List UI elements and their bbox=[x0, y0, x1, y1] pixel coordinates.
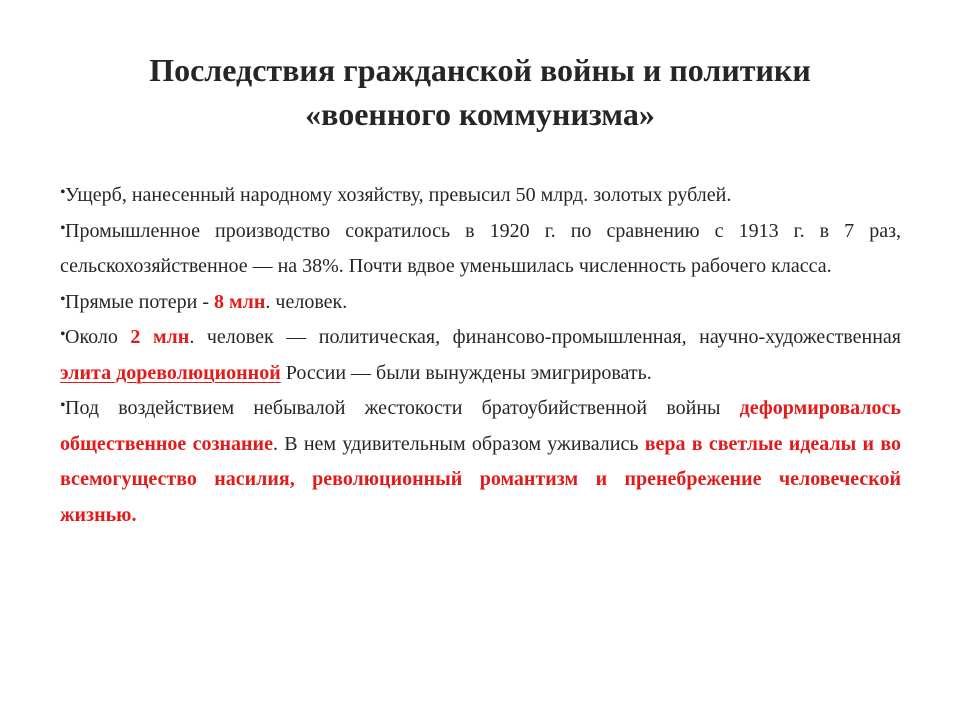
bullet-item-emigration: •Около 2 млн. человек — политическая, финансово-промышленная, научно-художественная элита дореволюционной России — были вынуждены эмигрировать. bbox=[60, 326, 901, 384]
highlight-2-mln: 2 млн bbox=[130, 326, 190, 348]
bullet-item-production: •Промышленное производство сократилось в 1920 г. по сравнению с 1913 г. в 7 раз, сельскохозяйственное — на 38%. Почти вдвое уменьшилась численность рабочего класса. bbox=[60, 219, 901, 277]
highlight-faith-violence: вера в светлые идеалы и во всемогущество насилия, революционный романтизм и пренебрежение человеческой жизнью. bbox=[60, 432, 902, 526]
highlight-elite: элита дореволюционной bbox=[60, 361, 281, 384]
slide-title bbox=[70, 48, 890, 136]
bullet-text: России — были вынуждены эмигрировать. bbox=[280, 361, 652, 384]
title-line-1: Последствия гражданской войны и политики bbox=[149, 52, 811, 88]
highlight-consciousness: деформировалось общественное сознание bbox=[60, 397, 901, 455]
bullet-text: . В нем удивительным образом уживались bbox=[272, 432, 645, 455]
bullet-item-consciousness: •Под воздействием небывалой жестокости братоубийственной войны деформировалось общественное сознание. В нем удивительным образом уживались вера в светлые идеалы и во всемогущество насилия, революционный романтизм и пренебрежение человеческой жизнью. bbox=[60, 397, 902, 526]
bullet-text: Под воздействием небывалой жестокости братоубийственной войны bbox=[65, 397, 740, 419]
bullet-list bbox=[60, 178, 901, 533]
bullet-item-losses: •Прямые потери - 8 млн. человек. bbox=[60, 290, 348, 313]
bullet-text: Ущерб, нанесенный народному хозяйству, превысил 50 млрд. золотых рублей. bbox=[65, 184, 732, 206]
bullet-text: Прямые потери - bbox=[65, 290, 215, 313]
bullet-text: . человек. bbox=[265, 290, 348, 313]
bullet-text: Промышленное производство сократилось в 1920 г. по сравнению с 1913 г. в 7 раз, сельскохозяйственное — на 38%. Почти вдвое уменьшилась численность рабочего класса. bbox=[60, 219, 901, 277]
bullet-text: . человек — политическая, финансово-промышленная, научно-художественная bbox=[189, 326, 901, 348]
title-line-2: «военного коммунизма» bbox=[305, 96, 655, 132]
highlight-8-mln: 8 млн bbox=[214, 290, 266, 313]
bullet-item-damage: •Ущерб, нанесенный народному хозяйству, превысил 50 млрд. золотых рублей. bbox=[60, 184, 732, 206]
bullet-text: Около bbox=[65, 326, 131, 348]
